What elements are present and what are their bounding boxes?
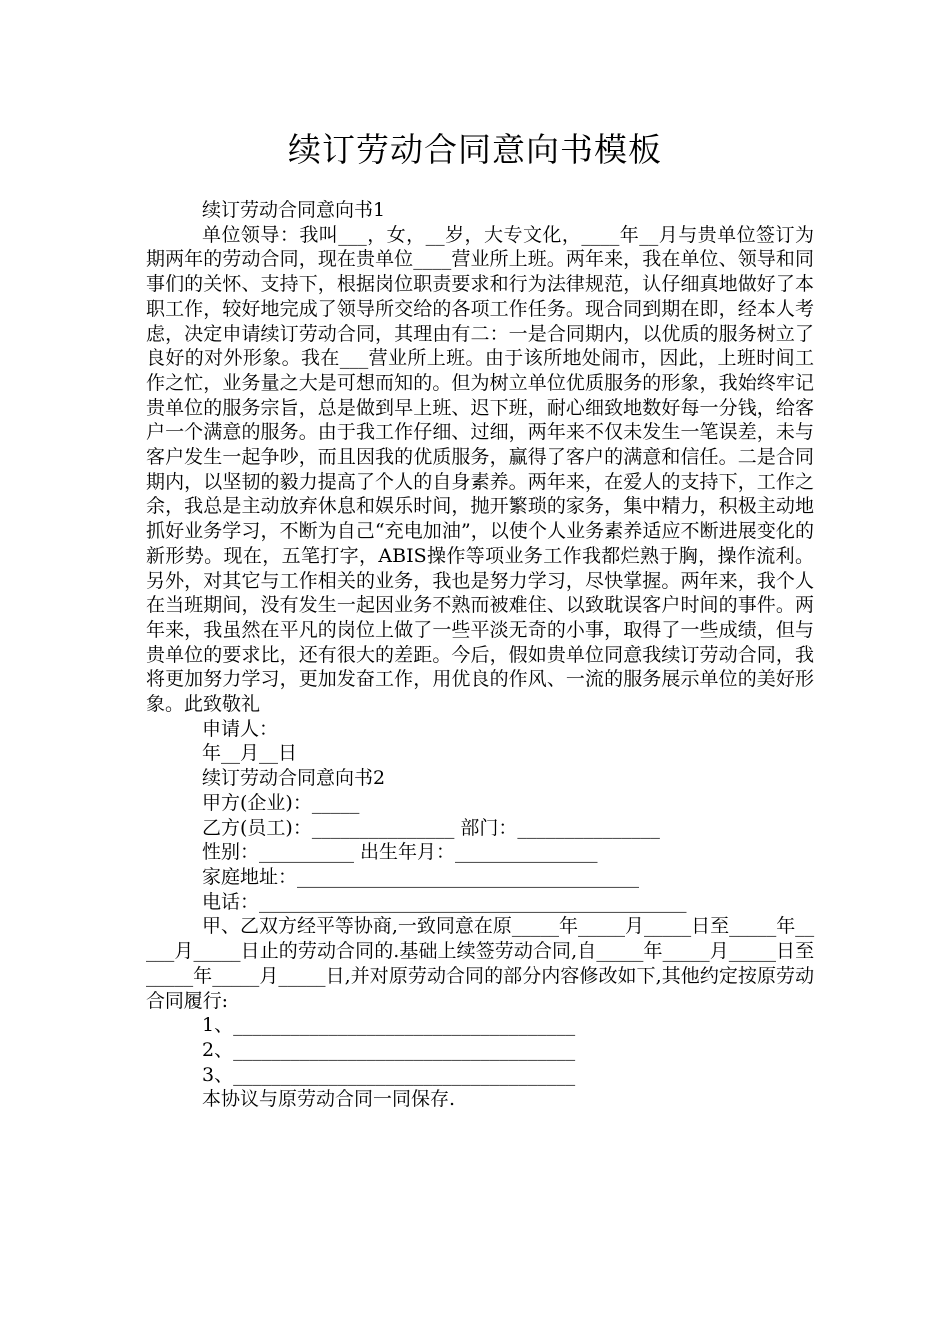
party-b-line: 乙方(员工)：_______________ 部门：_______________ xyxy=(202,816,660,839)
page-title: 续订劳动合同意向书模板 xyxy=(288,130,662,169)
phone-line: 电话：_____________________________________________ xyxy=(202,890,687,913)
address-line: 家庭地址：____________________________________ xyxy=(202,865,640,888)
letter1-heading: 续订劳动合同意向书1 xyxy=(202,199,386,221)
gender-line: 性别：__________ 出生年月：_______________ xyxy=(202,841,598,864)
document-body xyxy=(146,198,814,1112)
closing-line: 本协议与原劳动合同一同保存. xyxy=(202,1088,456,1111)
item-line-2: 2、____________________________________ xyxy=(202,1038,576,1061)
letter1-body: 单位领导：我叫___，女，__岁，大专文化，____年__月与贵单位签订为期两年的劳动合同，现在贵单位____营业所上班。两年来，我在单位、领导和同事们的关怀、支持下，根据岗位职责要求和行为法律规范，认仔细真地做好了本职工作，较好地完成了领导所交给的各项工作任务。现合同到期在即，经本人考虑，决定申请续订劳动合同，其理由有二：一是合同期内，以优质的服务树立了良好的对外形象。我在___营业所上班。由于该所地处闹市，因此，上班时间工作之忙，业务量之大是可想而知的。但为树立单位优质服务的形象，我始终牢记贵单位的服务宗旨，总是做到早上班、迟下班，耐心细致地数好每一分钱，给客户一个满意的服务。由于我工作仔细、过细，两年来不仅未发生一笔误差，未与客户发生一起争吵，而且因我的优质服务，赢得了客户的满意和信任。二是合同期内，以坚韧的毅力提高了个人的自身素养。两年来，在爱人的支持下，工作之余，我总是主动放弃休息和娱乐时间，抛开繁琐的家务，集中精力，积极主动地抓好业务学习，不断为自己“充电加油”，以使个人业务素养适应不断进展变化的新形势。现在，五笔打字，ABIS操作等项业务工作我都烂熟于胸，操作流利。另外，对其它与工作相关的业务，我也是努力学习，尽快掌握。两年来，我个人在当班期间，没有发生一起因业务不熟而被难住、以致耽误客户时间的事件。两年来，我虽然在平凡的岗位上做了一些平淡无奇的小事，取得了一些成绩，但与贵单位的要求比，还有很大的差距。今后，假如贵单位同意我续订劳动合同，我将更加努力学习，更加发奋工作，用优良的作风、一流的服务展示单位的美好形象。此致敬礼 xyxy=(146,223,814,716)
letter1-date: 年__月__日 xyxy=(202,742,298,765)
letter2-heading: 续订劳动合同意向书2 xyxy=(202,767,386,790)
letter1-applicant: 申请人： xyxy=(202,717,279,740)
party-a-line: 甲方(企业)：_____ xyxy=(202,791,360,814)
item-line-3: 3、____________________________________ xyxy=(202,1063,576,1086)
item-line-1: 1、____________________________________ xyxy=(202,1014,576,1037)
letter2-body: 甲、乙双方经平等协商,一致同意在原_____年_____月_____日至_____年_____月_____日止的劳动合同的.基础上续签劳动合同,自_____年_____月_____日至_____年_____月_____日,并对原劳动合同的部分内容修改如下,其他约定按原劳动合同履行: xyxy=(146,915,814,1012)
